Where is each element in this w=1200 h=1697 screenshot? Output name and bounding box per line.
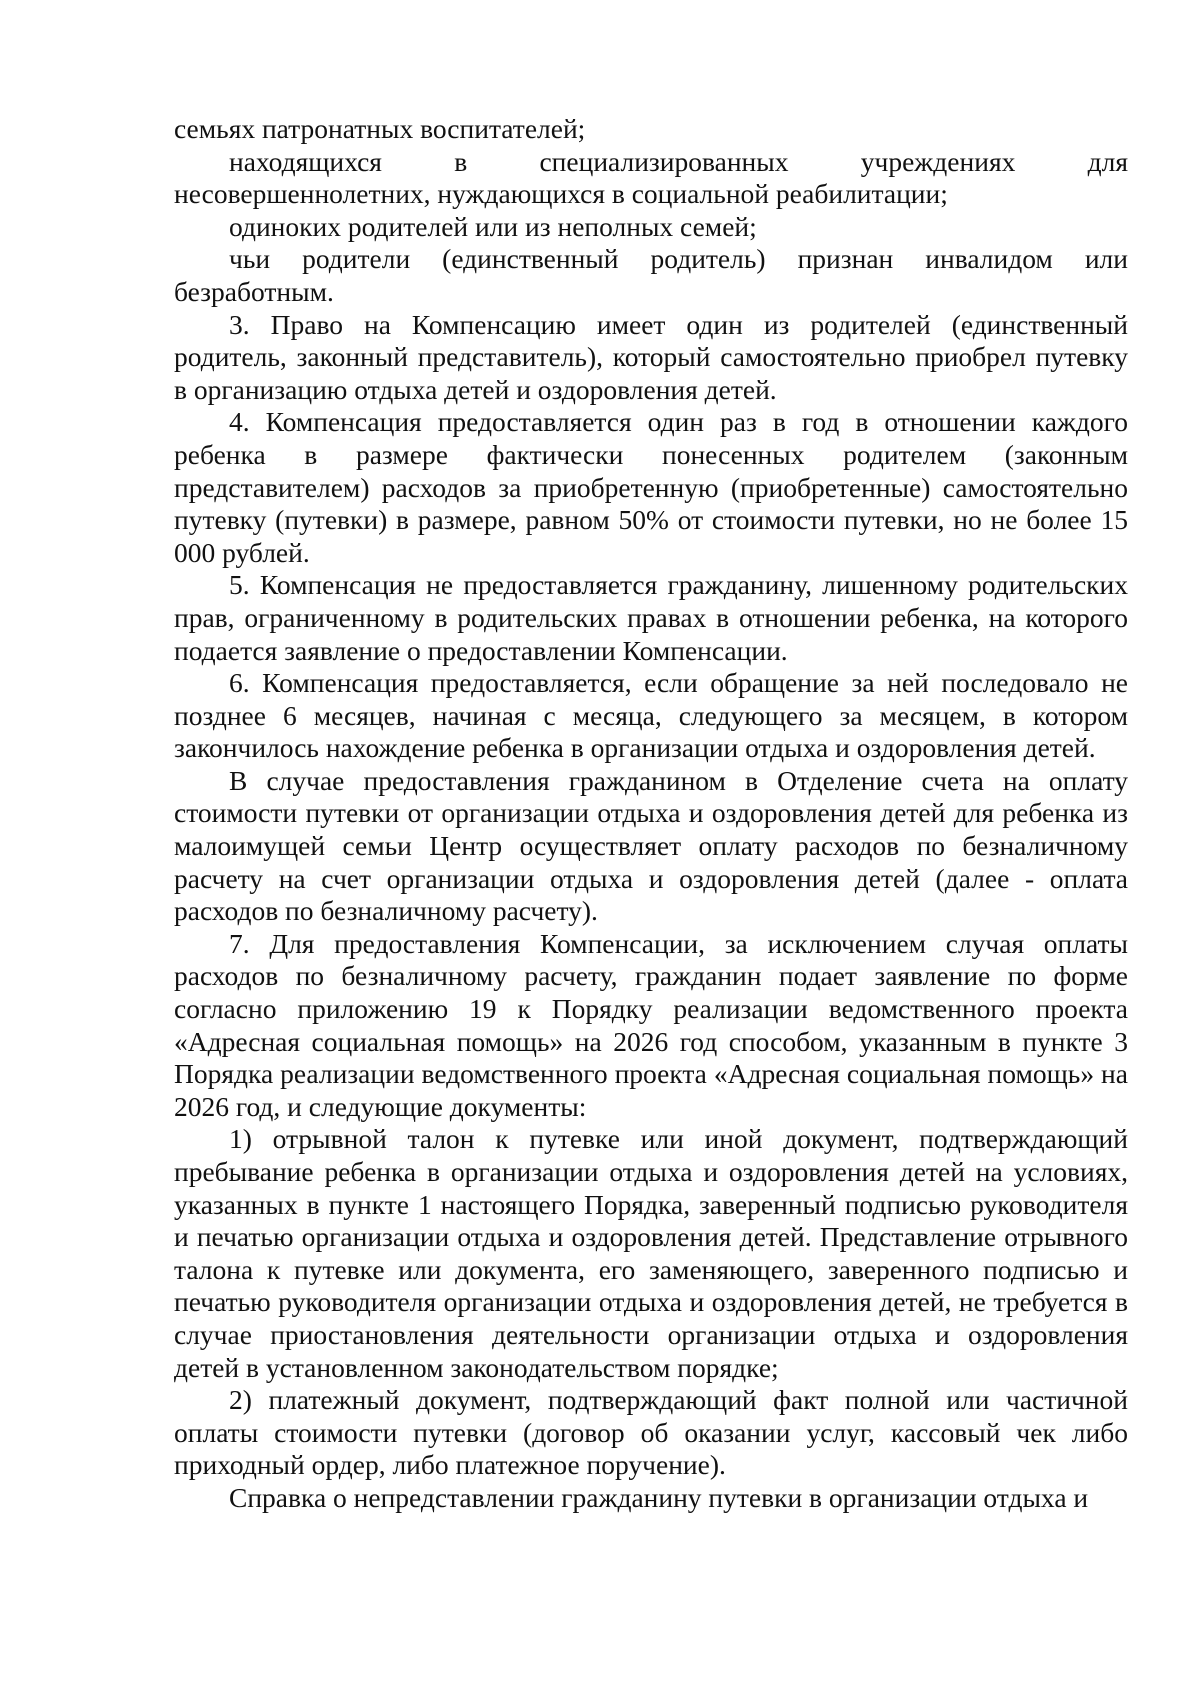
paragraph-6: 4. Компенсация предоставляется один раз в год в отношении каждого ребенка в размере фактически понесенных родителем (законным представителем) расходов за приобретенную (приобретенные) самостоятельно путевку (путевки) в размере, равном 50% от стоимости путевки, но не более 15 000 рублей. [174,406,1128,568]
paragraph-3: одиноких родителей или из неполных семей; [229,210,757,242]
paragraph-11: 1) отрывной талон к путевке или иной документ, подтверждающий пребывание ребенка в организации отдыха и оздоровления детей на условиях, указанных в пункте 1 настоящего Порядка, заверенный подписью руководителя и печатью организации отдыха и оздоровления детей. Представление отрывного талона к путевке или документа, его заменяющего, заверенного подписью и печатью руководителя организации отдыха и оздоровления детей, не требуется в случае приостановления деятельности организации отдыха и оздоровления детей в установленном законодательством порядке; [174,1123,1128,1383]
document-body [174,113,1128,1515]
paragraph-8: 6. Компенсация предоставляется, если обращение за ней последовало не позднее 6 месяцев, начиная с месяца, следующего за месяцем, в котором закончилось нахождение ребенка в организации отдыха и оздоровления детей. [174,667,1128,764]
paragraph-1: семьях патронатных воспитателей; [174,113,586,144]
paragraph-13: Справка о непредставлении гражданину путевки в организации отдыха и [229,1481,1089,1513]
paragraph-7: 5. Компенсация не предоставляется гражданину, лишенному родительских прав, ограниченному в родительских правах в отношении ребенка, на которого подается заявление о предоставлении Компенсации. [174,569,1128,666]
paragraph-10: 7. Для предоставления Компенсации, за исключением случая оплаты расходов по безналичному расчету, гражданин подает заявление по форме согласно приложению 19 к Порядку реализации ведомственного проекта «Адресная социальная помощь» на 2026 год способом, указанным в пункте 3 Порядка реализации ведомственного проекта «Адресная социальная помощь» на 2026 год, и следующие документы: [174,927,1128,1122]
paragraph-12: 2) платежный документ, подтверждающий факт полной или частичной оплаты стоимости путевки (договор об оказании услуг, кассовый чек либо приходный ордер, либо платежное поручение). [174,1384,1128,1481]
paragraph-4: чьи родители (единственный родитель) признан инвалидом или безработным. [174,243,1128,307]
paragraph-9: В случае предоставления гражданином в Отделение счета на оплату стоимости путевки от организации отдыха и оздоровления детей для ребенка из малоимущей семьи Центр осуществляет оплату расходов по безналичному расчету на счет организации отдыха и оздоровления детей (далее - оплата расходов по безналичному расчету). [174,764,1128,927]
paragraph-2: находящихся в специализированных учреждениях для несовершеннолетних, нуждающихся в социальной реабилитации; [174,145,1128,210]
paragraph-5: 3. Право на Компенсацию имеет один из родителей (единственный родитель, законный представитель), который самостоятельно приобрел путевку в организацию отдыха детей и оздоровления детей. [174,308,1128,405]
